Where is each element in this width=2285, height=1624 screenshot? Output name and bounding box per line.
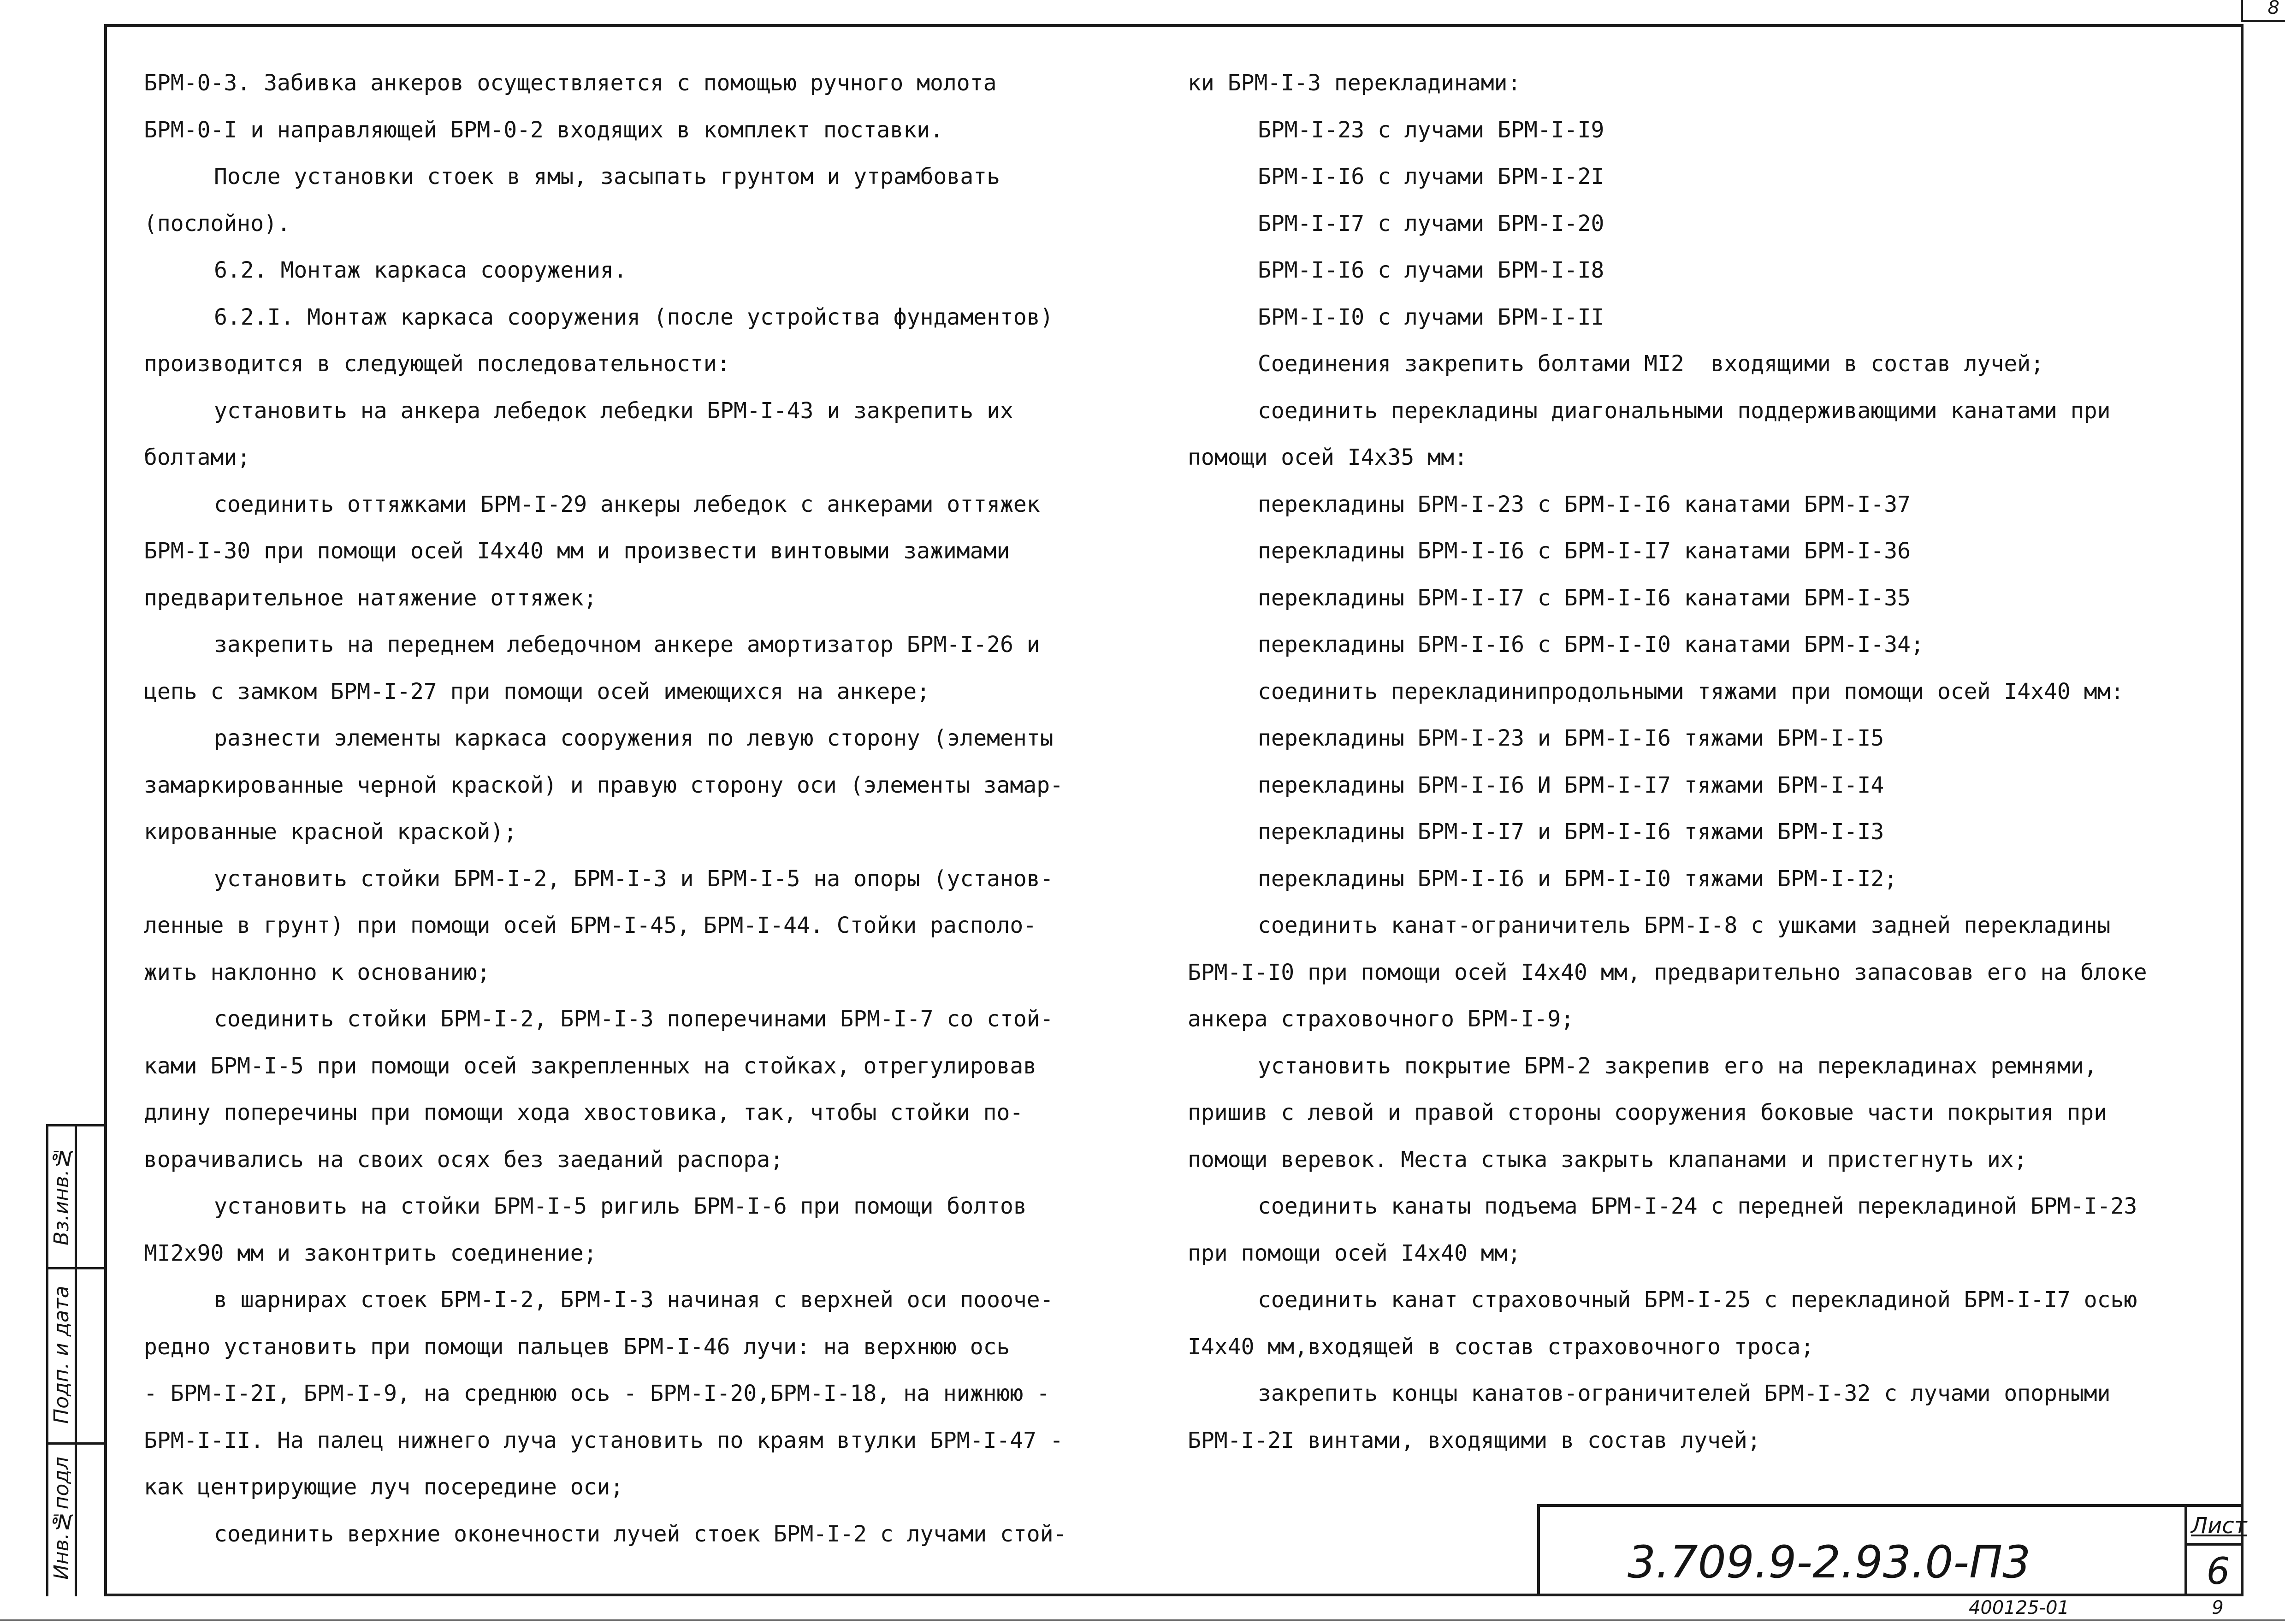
inventory-code: 400125-01 xyxy=(1969,1597,2070,1618)
text-line: соединить канат-ограничитель БРМ-I-8 с ушками задней перекладины xyxy=(1258,913,2111,938)
text-line: соединить перекладины диагональными поддерживающими канатами при xyxy=(1258,397,2111,424)
text-line: соединить оттяжками БРМ-I-29 анкеры лебедок с анкерами оттяжек xyxy=(214,491,1040,517)
text-line: MI2x90 мм и законтрить соединение; xyxy=(144,1240,597,1266)
text-line: ворачивались на своих осях без заеданий распора; xyxy=(144,1146,784,1173)
text-line: БРМ-I-I6 с лучами БРМ-I-2I xyxy=(1258,164,1604,190)
text-line: БРМ-I-30 при помощи осей I4x40 мм и произвести винтовыми зажимами xyxy=(144,538,1010,564)
text-line: помощи веревок. Места стыка закрыть клапанами и пристегнуть их; xyxy=(1188,1146,2027,1173)
text-line: БРМ-I-I0 при помощи осей I4x40 мм, предварительно запасовав его на блоке xyxy=(1188,959,2147,985)
text-line: жить наклонно к основанию; xyxy=(144,959,491,985)
text-line: пришив с левой и правой стороны сооружения боковые части покрытия при xyxy=(1188,1100,2107,1126)
right-text-column xyxy=(1188,60,2147,1464)
sign-date-label: Подп. и дата xyxy=(50,1286,73,1424)
text-line: БРМ-0-I и направляющей БРМ-0-2 входящих в комплект поставки. xyxy=(144,117,943,143)
text-line: установить на анкера лебедок лебедки БРМ-I-43 и закрепить их xyxy=(214,397,1013,424)
replaced-inv-label: Вз.инв.№ xyxy=(50,1146,73,1245)
text-line: закрепить концы канатов-ограничителей БРМ-I-32 с лучами опорными xyxy=(1258,1381,2111,1406)
text-line: помощи осей I4x35 мм: xyxy=(1188,445,1468,470)
text-line: БРМ-I-I0 с лучами БРМ-I-II xyxy=(1258,304,1604,330)
text-line: как центрирующие луч посередине оси; xyxy=(144,1474,624,1500)
left-text-column xyxy=(144,60,1067,1558)
document-code: 3.709.9-2.93.0-П3 xyxy=(1628,1536,2031,1588)
text-line: БРМ-I-2I винтами, входящими в состав лучей; xyxy=(1188,1427,1761,1453)
text-line: цепь с замком БРМ-I-27 при помощи осей имеющихся на анкере; xyxy=(144,678,930,705)
title-block-hdivider xyxy=(2187,1543,2244,1546)
inv-original-label: Инв.№подл xyxy=(50,1457,73,1580)
text-line: разнести элементы каркаса сооружения по левую сторону (элементы xyxy=(214,725,1054,751)
title-block xyxy=(1537,1504,2247,1596)
side-stamp-strip xyxy=(46,1124,104,1596)
text-line: установить стойки БРМ-I-2, БРМ-I-3 и БРМ-I-5 на опоры (установ- xyxy=(214,865,1054,892)
text-line: длину поперечины при помощи хода хвостовика, так, чтобы стойки по- xyxy=(144,1100,1024,1126)
text-line: (послойно). xyxy=(144,210,290,237)
corner-page-label: 8 xyxy=(2241,0,2285,22)
text-line: БРМ-I-I7 с лучами БРМ-I-20 xyxy=(1258,210,1604,237)
text-line: Соединения закрепить болтами MI2 входящими в состав лучей; xyxy=(1258,351,2044,377)
text-line: перекладины БРМ-I-23 и БРМ-I-I6 тяжами БРМ-I-I5 xyxy=(1258,725,1884,751)
sheet-number: 6 xyxy=(2206,1550,2230,1593)
text-line: I4x40 мм,входящей в состав страховочного троса; xyxy=(1188,1334,1814,1360)
text-line: соединить перекладинипродольными тяжами при помощи осей I4x40 мм: xyxy=(1258,678,2124,705)
text-line: установить покрытие БРМ-2 закрепив его на перекладинах ремнями, xyxy=(1258,1053,2097,1079)
text-line: редно установить при помощи пальцев БРМ-I-46 лучи: на верхнюю ось xyxy=(144,1334,1010,1360)
footer-page-number: 9 xyxy=(2212,1597,2224,1618)
text-line: перекладины БРМ-I-I6 и БРМ-I-I0 тяжами БРМ-I-I2; xyxy=(1258,865,1898,892)
text-line: ками БРМ-I-5 при помощи осей закрепленных на стойках, отрегулировав xyxy=(144,1053,1037,1079)
text-line: соединить верхние оконечности лучей стоек БРМ-I-2 с лучами стой- xyxy=(214,1521,1067,1547)
text-line: ленные в грунт) при помощи осей БРМ-I-45, БРМ-I-44. Стойки располо- xyxy=(144,913,1037,938)
text-line: После установки стоек в ямы, засыпать грунтом и утрамбовать xyxy=(214,164,1000,190)
text-line: в шарнирах стоек БРМ-I-2, БРМ-I-3 начиная с верхней оси поооче- xyxy=(214,1287,1054,1313)
text-line: болтами; xyxy=(144,445,251,470)
text-line: перекладины БРМ-I-I7 и БРМ-I-I6 тяжами БРМ-I-I3 xyxy=(1258,819,1884,845)
text-line: перекладины БРМ-I-I6 И БРМ-I-I7 тяжами БРМ-I-I4 xyxy=(1258,772,1884,798)
text-line: предварительное натяжение оттяжек; xyxy=(144,585,597,611)
text-line: перекладины БРМ-I-I6 с БРМ-I-I0 канатами БРМ-I-34; xyxy=(1258,632,1924,658)
text-line: кированные красной краской); xyxy=(144,819,517,845)
text-line: перекладины БРМ-I-I7 с БРМ-I-I6 канатами БРМ-I-35 xyxy=(1258,585,1911,611)
text-line: при помощи осей I4x40 мм; xyxy=(1188,1240,1521,1266)
text-line: соединить канат страховочный БРМ-I-25 с перекладиной БРМ-I-I7 осью xyxy=(1258,1287,2137,1313)
text-line: производится в следующей последовательности: xyxy=(144,351,730,377)
text-line: перекладины БРМ-I-I6 с БРМ-I-I7 канатами БРМ-I-36 xyxy=(1258,538,1911,564)
sheet-label: Лист xyxy=(2191,1513,2247,1539)
text-line: установить на стойки БРМ-I-5 ригиль БРМ-I-6 при помощи болтов xyxy=(214,1193,1027,1219)
text-line: 6.2.I. Монтаж каркаса сооружения (после устройства фундаментов) xyxy=(214,304,1054,330)
text-line: БРМ-0-3. Забивка анкеров осуществляется с помощью ручного молота xyxy=(144,70,997,96)
text-line: анкера страховочного БРМ-I-9; xyxy=(1188,1006,1575,1032)
text-line: ки БРМ-I-3 перекладинами: xyxy=(1188,70,1521,96)
text-line: - БРМ-I-2I, БРМ-I-9, на среднюю ось - БРМ-I-20,БРМ-I-18, на нижнюю - xyxy=(144,1381,1050,1406)
text-line: перекладины БРМ-I-23 с БРМ-I-I6 канатами БРМ-I-37 xyxy=(1258,491,1911,517)
title-block-divider xyxy=(2184,1507,2187,1596)
text-line: БРМ-I-I6 с лучами БРМ-I-I8 xyxy=(1258,257,1604,283)
text-line: соединить канаты подъема БРМ-I-24 с передней перекладиной БРМ-I-23 xyxy=(1258,1193,2137,1219)
bottom-rule xyxy=(0,1619,2285,1621)
text-line: соединить стойки БРМ-I-2, БРМ-I-3 поперечинами БРМ-I-7 со стой- xyxy=(214,1006,1054,1032)
text-line: 6.2. Монтаж каркаса сооружения. xyxy=(214,257,627,283)
text-line: БРМ-I-II. На палец нижнего луча установить по краям втулки БРМ-I-47 - xyxy=(144,1427,1063,1453)
text-line: закрепить на переднем лебедочном анкере амортизатор БРМ-I-26 и xyxy=(214,632,1040,658)
text-line: замаркированные черной краской) и правую сторону оси (элементы замар- xyxy=(144,772,1063,798)
text-line: БРМ-I-23 с лучами БРМ-I-I9 xyxy=(1258,117,1604,143)
